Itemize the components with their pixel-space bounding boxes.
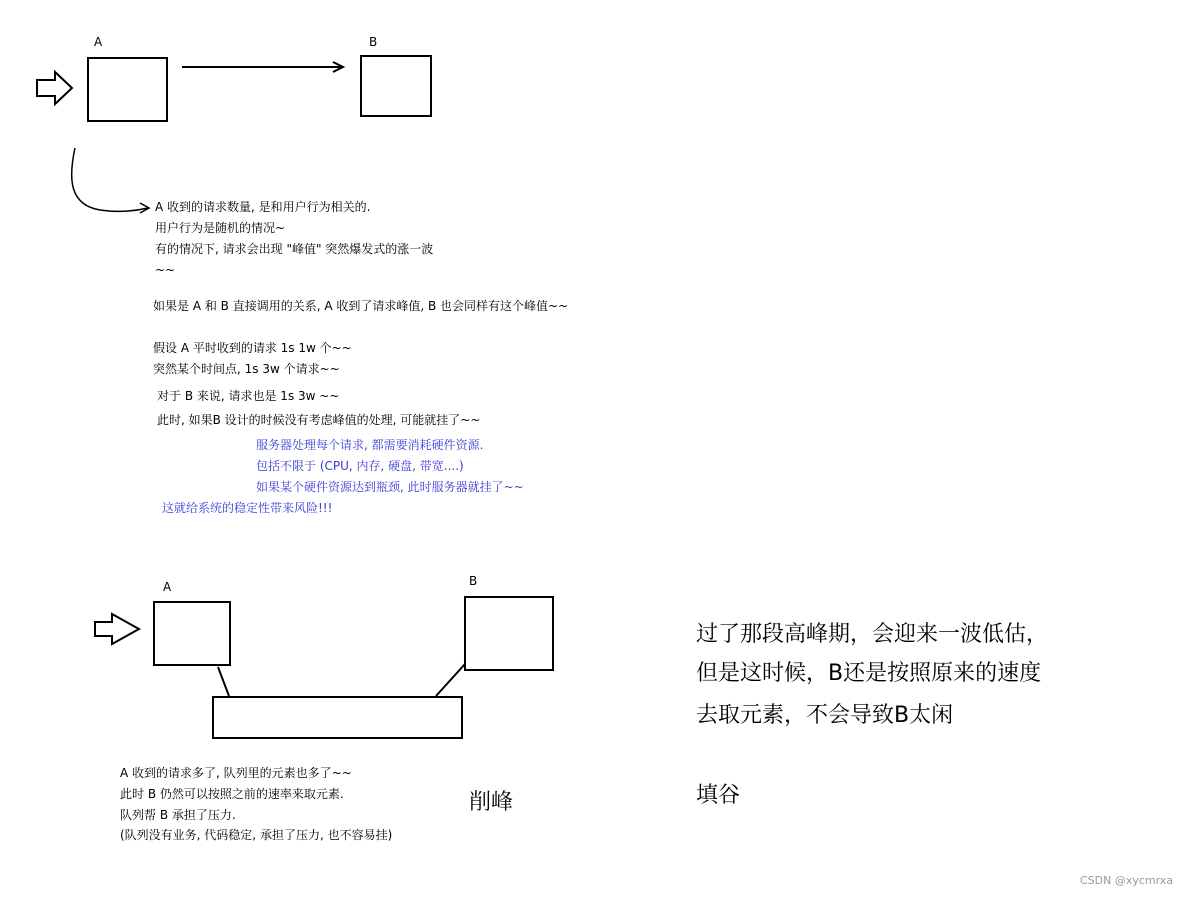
label-a-bottom: A: [163, 580, 172, 594]
note-line: 用户行为是随机的情况~: [155, 221, 286, 235]
link-a-queue: [218, 667, 229, 696]
note-line: 此时, 如果B 设计的时候没有考虑峰值的处理, 可能就挂了~~: [157, 413, 481, 427]
label-a-top: A: [94, 35, 103, 49]
box-b-top: [361, 56, 431, 116]
box-a-bottom: [154, 602, 230, 665]
note-line: A 收到的请求数量, 是和用户行为相关的.: [155, 200, 371, 214]
box-b-bottom: [465, 597, 553, 670]
blue-note-line: 服务器处理每个请求, 都需要消耗硬件资源.: [256, 438, 484, 452]
input-arrow-top: [37, 72, 72, 104]
note-line: ~~: [155, 263, 176, 277]
queue-note-line: A 收到的请求多了, 队列里的元素也多了~~: [120, 766, 352, 780]
valley-note-line: 去取元素，不会导致B太闲: [696, 703, 954, 728]
box-a-top: [88, 58, 167, 121]
queue-note-line: (队列没有业务, 代码稳定, 承担了压力, 也不容易挂): [120, 828, 393, 842]
label-b-top: B: [369, 35, 378, 49]
note-line: 突然某个时间点, 1s 3w 个请求~~: [153, 362, 340, 376]
queue-note-line: 队列帮 B 承担了压力.: [120, 808, 236, 822]
valley-filling-label: 填谷: [696, 783, 741, 808]
input-arrow-bottom: [95, 614, 139, 644]
blue-note-line: 这就给系统的稳定性带来风险!!!: [162, 501, 333, 515]
peak-shaving-label: 削峰: [469, 790, 514, 815]
note-line: 如果是 A 和 B 直接调用的关系, A 收到了请求峰值, B 也会同样有这个峰值~~: [153, 299, 569, 313]
label-b-bottom: B: [469, 574, 478, 588]
blue-note-line: 如果某个硬件资源达到瓶颈, 此时服务器就挂了~~: [256, 480, 524, 494]
curved-pointer: [72, 148, 148, 211]
queue-box: [213, 697, 462, 738]
note-line: 有的情况下, 请求会出现 "峰值" 突然爆发式的涨一波: [155, 242, 434, 256]
note-line: 对于 B 来说, 请求也是 1s 3w ~~: [157, 389, 340, 403]
watermark: CSDN @xycmrxa: [1080, 874, 1174, 887]
valley-note-line: 过了那段高峰期，会迎来一波低估，: [696, 622, 1049, 647]
blue-note-line: 包括不限于 (CPU, 内存, 硬盘, 带宽....): [256, 459, 464, 473]
valley-note-line: 但是这时候，B还是按照原来的速度: [696, 661, 1042, 686]
note-line: 假设 A 平时收到的请求 1s 1w 个~~: [153, 341, 352, 355]
link-b-queue: [436, 664, 465, 696]
queue-note-line: 此时 B 仍然可以按照之前的速率来取元素.: [120, 787, 344, 801]
